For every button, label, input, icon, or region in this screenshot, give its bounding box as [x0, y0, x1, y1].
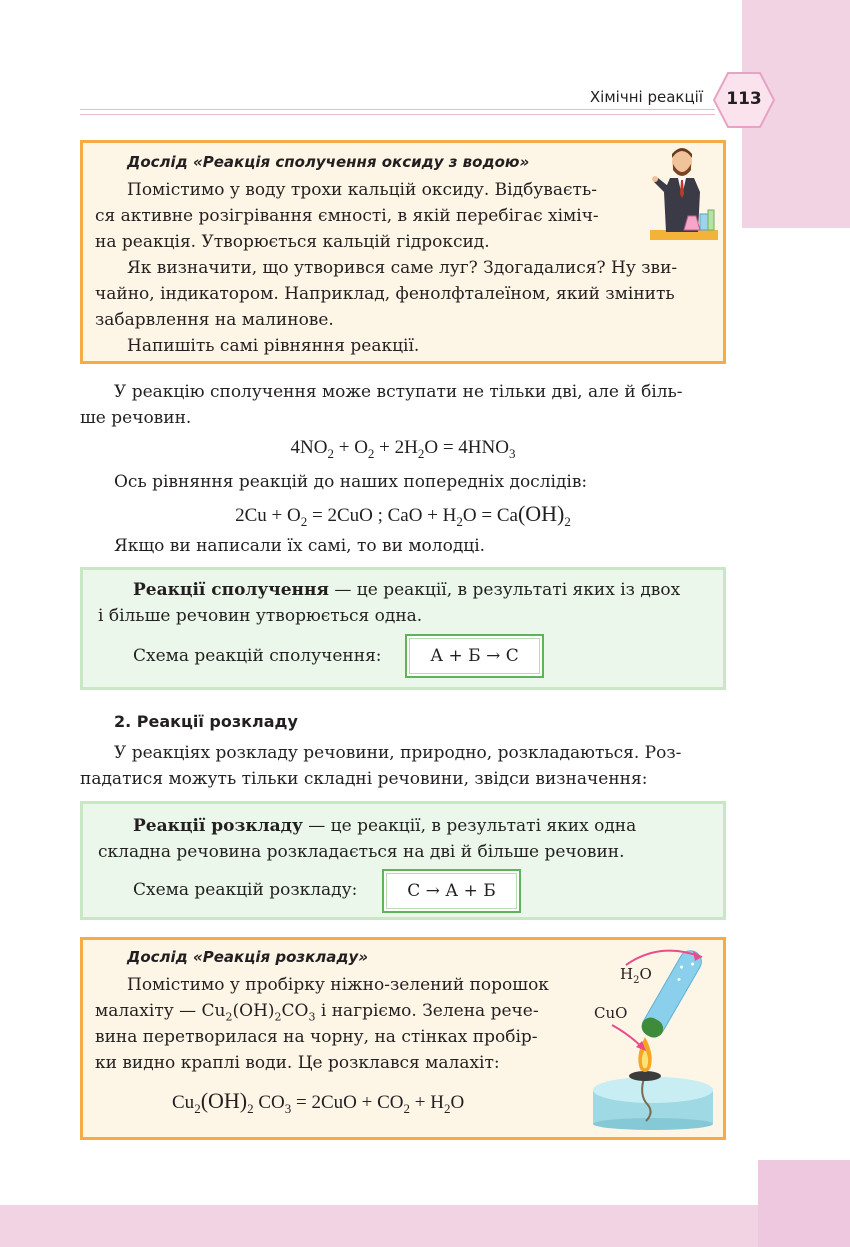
experiment-text: вина перетворилася на чорну, на стінках пробір- [95, 1027, 538, 1047]
experiment-text: на реакція. Утворюється кальцій гідроксид. [95, 232, 490, 252]
body-text: падатися можуть тільки складні речовини, звідси визначення: [80, 769, 648, 789]
experiment-text: малахіту — $Cu_2(OH)_2CO_3$ і нагріємо. Зелена рече- [95, 1001, 539, 1024]
page-number-badge [712, 70, 776, 130]
header-rule [80, 114, 715, 115]
experiment-text: ки видно краплі води. Це розклався малахіт: [95, 1053, 500, 1073]
body-text: ше речовин. [80, 408, 192, 428]
experiment-text: забарвлення на малинове. [95, 310, 334, 330]
section-title: 2. Реакції розкладу [114, 712, 298, 731]
schema-label: Схема реакцій розкладу: [133, 880, 358, 900]
header-rule [80, 109, 715, 110]
body-text: У реакціях розкладу речовини, природно, розкладаються. Роз- [114, 743, 682, 763]
equation-no2: $4NO_2 + O_2 + 2H_2O = 4HNO_3$ [290, 437, 516, 461]
definition-text: Реакції сполучення — це реакції, в результаті яких із двох [133, 580, 681, 600]
label-h2o: $H_2O$ [620, 965, 652, 986]
page-number: 113 [726, 89, 762, 109]
definition-text: складна речовина розкладається на дві й більше речовин. [98, 842, 625, 862]
body-text: Ось рівняння реакцій до наших попередніх дослідів: [114, 472, 588, 492]
definition-text: Реакції розкладу — це реакції, в результаті яких одна [133, 816, 637, 836]
bottom-hexagon-decoration [758, 1160, 850, 1247]
test-tube-illustration-icon [590, 945, 720, 1130]
body-text: У реакцію сполучення може вступати не тільки дві, але й біль- [114, 382, 683, 402]
experiment-text: Помістимо у воду трохи кальцій оксиду. Відбуваєть- [127, 180, 597, 200]
definition-text: і більше речовин утворюється одна. [98, 606, 423, 626]
schema-formula: А + Б → С [405, 634, 544, 678]
experiment-title: Дослід «Реакція розкладу» [127, 948, 369, 966]
label-cuo: CuO [594, 1004, 628, 1022]
body-text: Якщо ви написали їх самі, то ви молодці. [114, 536, 486, 556]
experiment-text: Напишіть самі рівняння реакції. [127, 336, 420, 356]
experiment-text: Як визначити, що утворився саме луг? Здогадалися? Ну зви- [127, 258, 678, 278]
schema-formula: С → А + Б [382, 869, 521, 913]
experiment-text: ся активне розігрівання ємності, в якій перебігає хіміч- [95, 206, 599, 226]
chapter-title: Хімічні реакції [589, 88, 703, 106]
definition-term: Реакції розкладу [133, 816, 303, 836]
equation-cuo-caoh: $2Cu + O_2 = 2CuO$ ; CaO + $H_2O = Ca(OH)_2$ [235, 501, 571, 529]
equation-malachite: $Cu_2(OH)_2$ $CO_3 = 2CuO + CO_2 + H_2O$ [172, 1088, 465, 1116]
experiment-text: чайно, індикатором. Наприклад, фенолфталеїном, який змінить [95, 284, 675, 304]
definition-term: Реакції сполучення [133, 580, 329, 600]
bottom-band-decoration [0, 1205, 850, 1247]
experiment-title: Дослід «Реакція сполучення оксиду з водою» [127, 153, 530, 171]
experiment-text: Помістимо у пробірку ніжно-зелений порошок [127, 975, 549, 995]
teacher-illustration-icon [650, 144, 718, 240]
schema-label: Схема реакцій сполучення: [133, 646, 382, 666]
